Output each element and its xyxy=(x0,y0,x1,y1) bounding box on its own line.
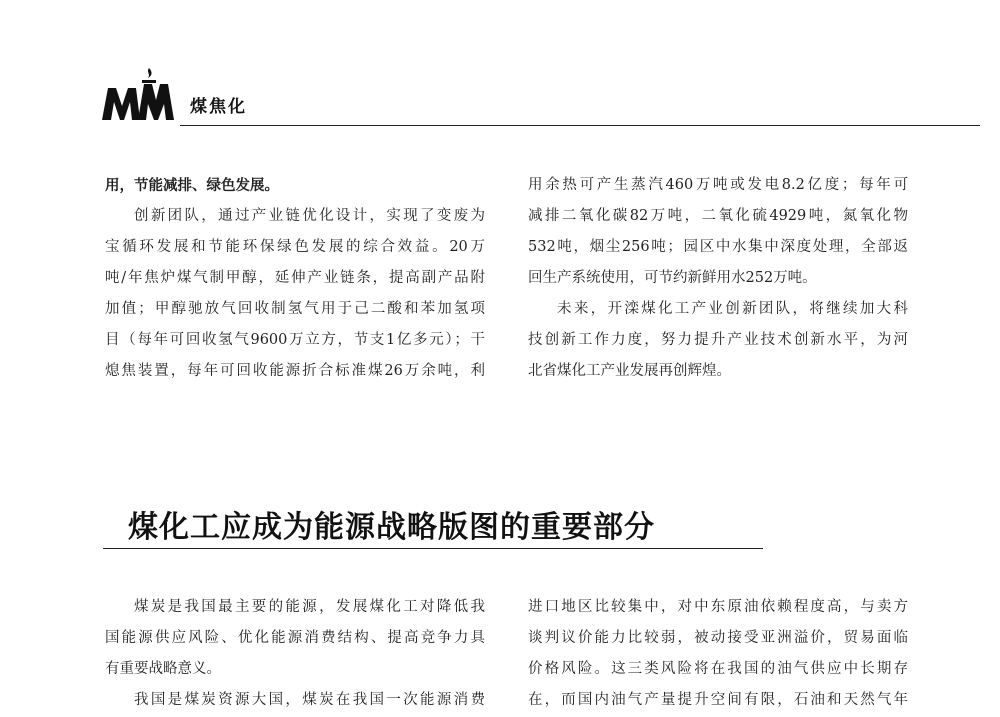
journal-name: 煤焦化 xyxy=(190,97,247,117)
mj-flame-logo-icon xyxy=(102,66,180,122)
paragraph-line: 宝循环发展和节能环保绿色发展的综合效益。20万 xyxy=(105,239,485,255)
paragraph-line: 532吨，烟尘256吨；园区中水集中深度处理，全部返 xyxy=(528,239,908,255)
paragraph-line: 有重要战略意义。 xyxy=(105,661,221,677)
paragraph-line: 进口地区比较集中，对中东原油依赖程度高，与卖方 xyxy=(528,599,908,615)
paragraph-line: 回生产系统使用，可节约新鲜用水252万吨。 xyxy=(528,270,817,286)
prev-article-left-column xyxy=(105,170,485,387)
paragraph-line: 减排二氧化碳82万吨，二氧化硫4929吨，氮氧化物 xyxy=(528,208,908,224)
paragraph-line: 用余热可产生蒸汽460万吨或发电8.2亿度；每年可 xyxy=(528,177,908,193)
paragraph-line: 用，节能减排、绿色发展。 xyxy=(105,177,279,194)
paragraph-line: 煤炭是我国最主要的能源，发展煤化工对降低我 xyxy=(134,599,485,615)
paragraph-line: 价格风险。这三类风险将在我国的油气供应中长期存 xyxy=(528,661,908,677)
article-left-column xyxy=(105,592,485,716)
paragraph-line: 吨/年焦炉煤气制甲醇，延伸产业链条，提高副产品附 xyxy=(105,270,485,286)
paragraph-line: 加值；甲醇驰放气回收制氢气用于己二酸和苯加氢项 xyxy=(105,301,485,317)
article-right-column xyxy=(528,592,908,716)
paragraph-line: 谈判议价能力比较弱，被动接受亚洲溢价，贸易面临 xyxy=(528,630,908,646)
prev-article-right-column xyxy=(528,170,908,387)
paragraph-line: 北省煤化工产业发展再创辉煌。 xyxy=(528,363,731,379)
paragraph-line: 在，而国内油气产量提升空间有限，石油和天然气年 xyxy=(528,692,908,708)
paragraph-line: 熄焦装置，每年可回收能源折合标准煤26万余吨，利 xyxy=(105,363,485,379)
header-rule xyxy=(180,125,980,126)
title-rule xyxy=(103,548,763,549)
paragraph-line: 我国是煤炭资源大国，煤炭在我国一次能源消费 xyxy=(134,692,485,708)
page-header xyxy=(0,0,1000,140)
paragraph-line: 未来，开滦煤化工产业创新团队，将继续加大科 xyxy=(557,301,908,317)
paragraph-line: 国能源供应风险、优化能源消费结构、提高竞争力具 xyxy=(105,630,485,646)
paragraph-line: 技创新工作力度，努力提升产业技术创新水平，为河 xyxy=(528,332,908,348)
paragraph-line: 目（每年可回收氢气9600万立方，节支1亿多元）；干 xyxy=(105,332,485,348)
paragraph-line: 创新团队，通过产业链优化设计，实现了变废为 xyxy=(134,208,485,224)
article-title: 煤化工应成为能源战略版图的重要部分 xyxy=(128,510,655,545)
